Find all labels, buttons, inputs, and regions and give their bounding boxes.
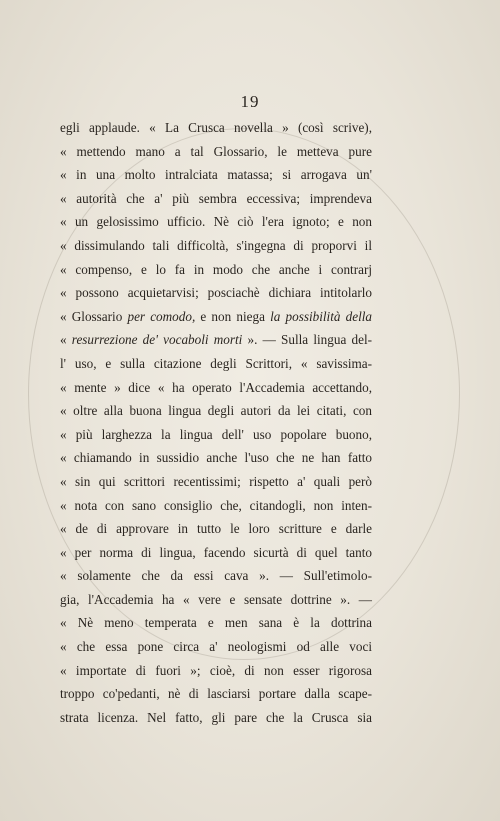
body-text [60, 116, 372, 729]
italic-segment: la possibilità della [270, 308, 372, 324]
text-line: « per norma di lingua, facendo sicurtà di quel tanto [60, 544, 372, 560]
text-line: « autorità che a' più sembra eccessiva; imprendeva [60, 190, 372, 206]
text-segment: « Glossario [60, 308, 128, 324]
text-line: « un gelosissimo ufficio. Nè ciò l'era ignoto; e non [60, 214, 372, 230]
text-line-italic-mixed [60, 328, 372, 352]
text-line: « de di approvare in tutto le loro scritture e darle [60, 521, 372, 537]
text-line: egli applaude. « La Crusca novella » (così scrive), [60, 120, 372, 135]
text-line: l' uso, e sulla citazione degli Scrittori, « savissima- [60, 355, 372, 371]
text-line: « mente » dice « ha operato l'Accademia accettando, [60, 379, 372, 395]
text-line: « possono acquietarvisi; posciachè dichiara intitolarlo [60, 285, 372, 301]
text-line: strata licenza. Nel fatto, gli pare che la Crusca sia [60, 709, 372, 725]
text-line: « in una molto intralciata matassa; si arrogava un' [60, 167, 372, 183]
text-line-italic-mixed [60, 305, 372, 329]
text-line: « più larghezza la lingua dell' uso popolare buono, [60, 426, 372, 442]
text-line: « chiamando in sussidio anche l'uso che ne han fatto [60, 450, 372, 466]
text-line: gia, l'Accademia ha « vere e sensate dottrine ». — [60, 591, 372, 607]
text-line: « nota con sano consiglio che, citandogli, non inten- [60, 497, 372, 513]
text-line: « dissimulando tali difficoltà, s'ingegna di proporvi il [60, 237, 372, 253]
page-number: 19 [240, 92, 260, 111]
text-line: « compenso, e lo fa in modo che anche i contrarj [60, 261, 372, 277]
text-line: troppo co'pedanti, nè di lasciarsi portare dalla scape- [60, 686, 372, 702]
text-segment: ». — Sulla lingua del- [242, 332, 372, 348]
italic-segment: per comodo, [127, 308, 196, 324]
text-line: « oltre alla buona lingua degli autori da lei citati, con [60, 403, 372, 419]
text-line: « che essa pone circa a' neologismi od alle voci [60, 639, 372, 655]
text-line: « Nè meno temperata e men sana è la dottrina [60, 615, 372, 631]
text-line: « mettendo mano a tal Glossario, le metteva pure [60, 143, 372, 159]
text-line: « sin qui scrittori recentissimi; rispetto a' quali però [60, 473, 372, 489]
text-line: « solamente che da essi cava ». — Sull'etimolo- [60, 568, 372, 584]
text-segment: e non niega [195, 308, 271, 324]
text-segment: « [60, 332, 72, 348]
italic-segment: resurrezione de' vocaboli morti [71, 332, 243, 348]
text-line: « importate di fuori »; cioè, di non esser rigorosa [60, 662, 372, 678]
